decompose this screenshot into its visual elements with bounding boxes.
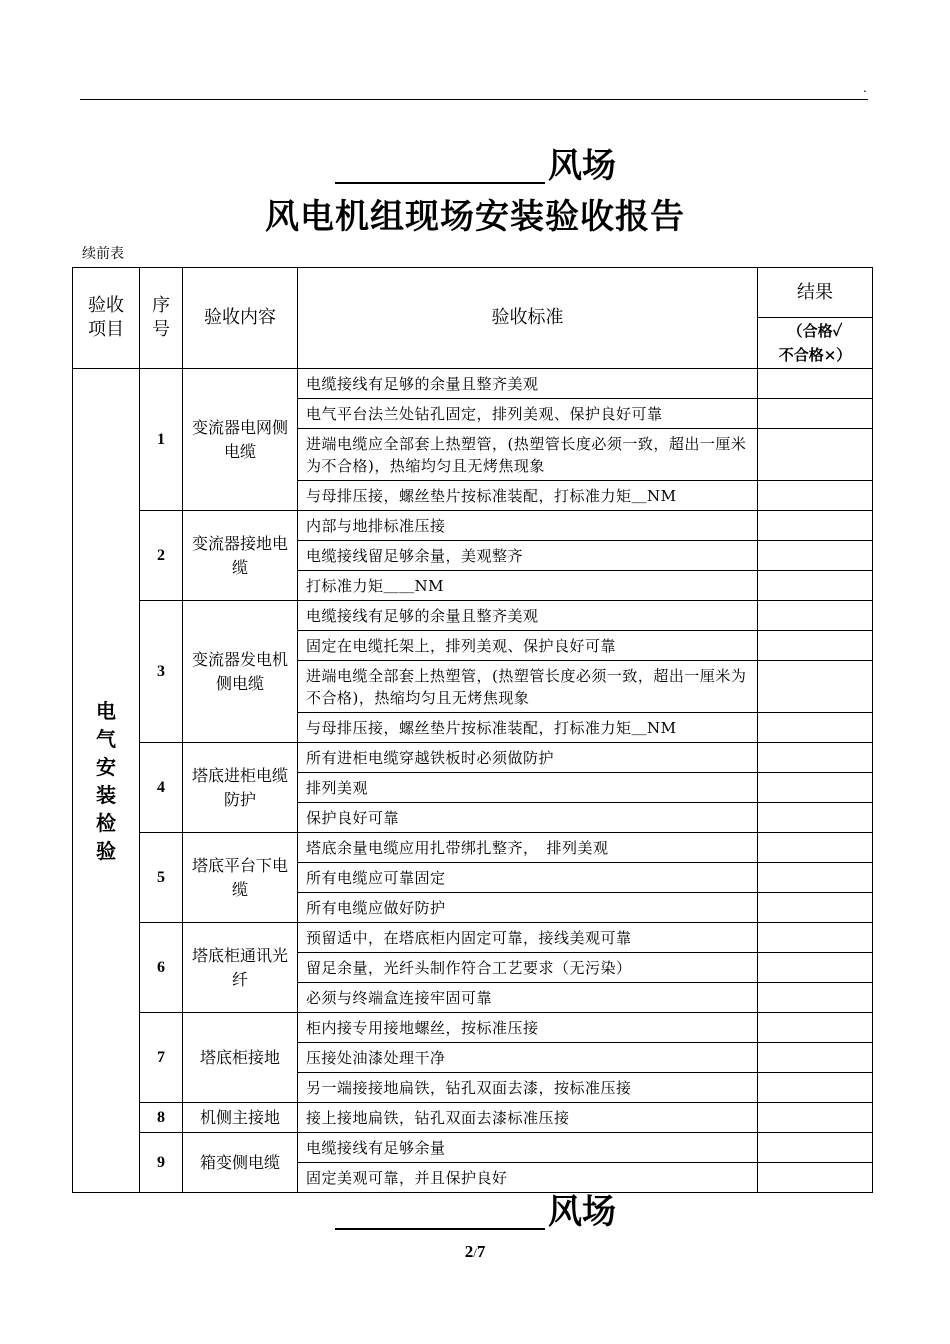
- standard-cell: 塔底余量电缆应用扎带绑扎整齐， 排列美观: [298, 833, 758, 863]
- header-seq-line1: 序: [152, 295, 170, 316]
- page-number: [0, 1242, 950, 1262]
- standard-cell: 进端电缆全部套上热塑管，(热塑管长度必须一致，超出一厘米为不合格)，热缩均匀且无烤焦现象: [298, 661, 758, 713]
- header-rule: [80, 99, 868, 100]
- header-result: 结果: [758, 268, 873, 318]
- site-name-blank-bottom: [335, 1228, 545, 1230]
- standard-cell: 固定美观可靠，并且保护良好: [298, 1163, 758, 1193]
- result-cell[interactable]: [758, 953, 873, 983]
- content-cell: 塔底柜通讯光纤: [183, 923, 298, 1013]
- result-fail-legend: 不合格×）: [778, 346, 852, 364]
- result-cell[interactable]: [758, 571, 873, 601]
- result-cell[interactable]: [758, 601, 873, 631]
- result-cell[interactable]: [758, 661, 873, 713]
- standard-cell: 内部与地排标准压接: [298, 511, 758, 541]
- standard-cell: 排列美观: [298, 773, 758, 803]
- category-char: 安: [96, 754, 116, 779]
- table-row: [73, 601, 873, 631]
- result-cell[interactable]: [758, 631, 873, 661]
- result-cell[interactable]: [758, 713, 873, 743]
- seq-cell: 7: [140, 1013, 183, 1103]
- header-standard: 验收标准: [298, 268, 758, 369]
- result-cell[interactable]: [758, 773, 873, 803]
- standard-cell: 另一端接接地扁铁，钻孔双面去漆，按标准压接: [298, 1073, 758, 1103]
- standard-cell: 固定在电缆托架上，排列美观、保护良好可靠: [298, 631, 758, 661]
- result-cell[interactable]: [758, 1013, 873, 1043]
- seq-cell: 2: [140, 511, 183, 601]
- result-cell[interactable]: [758, 803, 873, 833]
- result-cell[interactable]: [758, 369, 873, 399]
- result-cell[interactable]: [758, 399, 873, 429]
- acceptance-table: [72, 267, 873, 1193]
- table-row: [73, 923, 873, 953]
- header-seq: [140, 268, 183, 369]
- site-name-blank: [335, 182, 545, 184]
- standard-cell: 压接处油漆处理干净: [298, 1043, 758, 1073]
- site-suffix-bottom: 风场: [548, 1192, 616, 1232]
- result-cell[interactable]: [758, 429, 873, 481]
- standard-cell: 预留适中，在塔底柜内固定可靠，接线美观可靠: [298, 923, 758, 953]
- table-row: [73, 1103, 873, 1133]
- result-cell[interactable]: [758, 743, 873, 773]
- page-current: 2: [464, 1242, 474, 1261]
- header-category-line1: 验收: [88, 295, 124, 316]
- table-row: [73, 743, 873, 773]
- standard-cell: 电缆接线有足够的余量且整齐美观: [298, 369, 758, 399]
- standard-cell: 所有电缆应可靠固定: [298, 863, 758, 893]
- category-cell: [73, 369, 140, 1193]
- seq-cell: 6: [140, 923, 183, 1013]
- seq-cell: 4: [140, 743, 183, 833]
- standard-cell: 打标准力矩＿＿NM: [298, 571, 758, 601]
- header-seq-line2: 号: [152, 319, 170, 340]
- category-char: 检: [96, 810, 116, 835]
- content-cell: 变流器接地电缆: [183, 511, 298, 601]
- result-cell[interactable]: [758, 1163, 873, 1193]
- content-cell: 塔底进柜电缆防护: [183, 743, 298, 833]
- result-cell[interactable]: [758, 511, 873, 541]
- result-cell[interactable]: [758, 833, 873, 863]
- standard-cell: 电缆接线有足够的余量且整齐美观: [298, 601, 758, 631]
- result-cell[interactable]: [758, 893, 873, 923]
- seq-cell: 5: [140, 833, 183, 923]
- standard-cell: 与母排压接，螺丝垫片按标准装配，打标准力矩＿NM: [298, 713, 758, 743]
- result-cell[interactable]: [758, 923, 873, 953]
- header-result-legend: [758, 318, 873, 369]
- result-pass-legend: （合格✓: [787, 322, 843, 340]
- seq-cell: 9: [140, 1133, 183, 1193]
- result-cell[interactable]: [758, 1073, 873, 1103]
- page-separator: /: [473, 1245, 477, 1260]
- standard-cell: 留足余量，光纤头制作符合工艺要求（无污染）: [298, 953, 758, 983]
- content-cell: 塔底平台下电缆: [183, 833, 298, 923]
- result-cell[interactable]: [758, 983, 873, 1013]
- table-row: [73, 511, 873, 541]
- continued-note: 续前表: [82, 246, 124, 262]
- table-row: [73, 1133, 873, 1163]
- header-category-line2: 项目: [88, 319, 124, 340]
- category-char: 电: [96, 698, 116, 723]
- content-cell: 变流器发电机侧电缆: [183, 601, 298, 743]
- content-cell: 塔底柜接地: [183, 1013, 298, 1103]
- result-cell[interactable]: [758, 863, 873, 893]
- standard-cell: 电缆接线留足够余量，美观整齐: [298, 541, 758, 571]
- header-category: [73, 268, 140, 369]
- result-cell[interactable]: [758, 1103, 873, 1133]
- category-char: 气: [96, 726, 116, 751]
- standard-cell: 进端电缆应全部套上热塑管，(热塑管长度必须一致，超出一厘米为不合格)，热缩均匀且无烤焦现象: [298, 429, 758, 481]
- content-cell: 机侧主接地: [183, 1103, 298, 1133]
- header-mark: .: [863, 81, 867, 95]
- content-cell: 箱变侧电缆: [183, 1133, 298, 1193]
- category-char: 验: [96, 838, 116, 863]
- standard-cell: 柜内接专用接地螺丝，按标准压接: [298, 1013, 758, 1043]
- standard-cell: 电缆接线有足够余量: [298, 1133, 758, 1163]
- result-cell[interactable]: [758, 1133, 873, 1163]
- content-cell: 变流器电网侧电缆: [183, 369, 298, 511]
- page-total: 7: [476, 1242, 486, 1261]
- category-char: 装: [96, 782, 116, 807]
- standard-cell: 电气平台法兰处钻孔固定，排列美观、保护良好可靠: [298, 399, 758, 429]
- standard-cell: 必须与终端盒连接牢固可靠: [298, 983, 758, 1013]
- result-cell[interactable]: [758, 481, 873, 511]
- seq-cell: 8: [140, 1103, 183, 1133]
- standard-cell: 所有电缆应做好防护: [298, 893, 758, 923]
- page-title: 风电机组现场安装验收报告: [265, 197, 685, 237]
- result-cell[interactable]: [758, 1043, 873, 1073]
- header-content: 验收内容: [183, 268, 298, 369]
- site-suffix-top: 风场: [548, 146, 616, 186]
- seq-cell: 1: [140, 369, 183, 511]
- standard-cell: 所有进柜电缆穿越铁板时必须做防护: [298, 743, 758, 773]
- table-row: [73, 369, 873, 399]
- standard-cell: 与母排压接，螺丝垫片按标准装配，打标准力矩＿NM: [298, 481, 758, 511]
- result-cell[interactable]: [758, 541, 873, 571]
- table-row: [73, 833, 873, 863]
- standard-cell: 保护良好可靠: [298, 803, 758, 833]
- table-row: [73, 1013, 873, 1043]
- seq-cell: 3: [140, 601, 183, 743]
- standard-cell: 接上接地扁铁，钻孔双面去漆标准压接: [298, 1103, 758, 1133]
